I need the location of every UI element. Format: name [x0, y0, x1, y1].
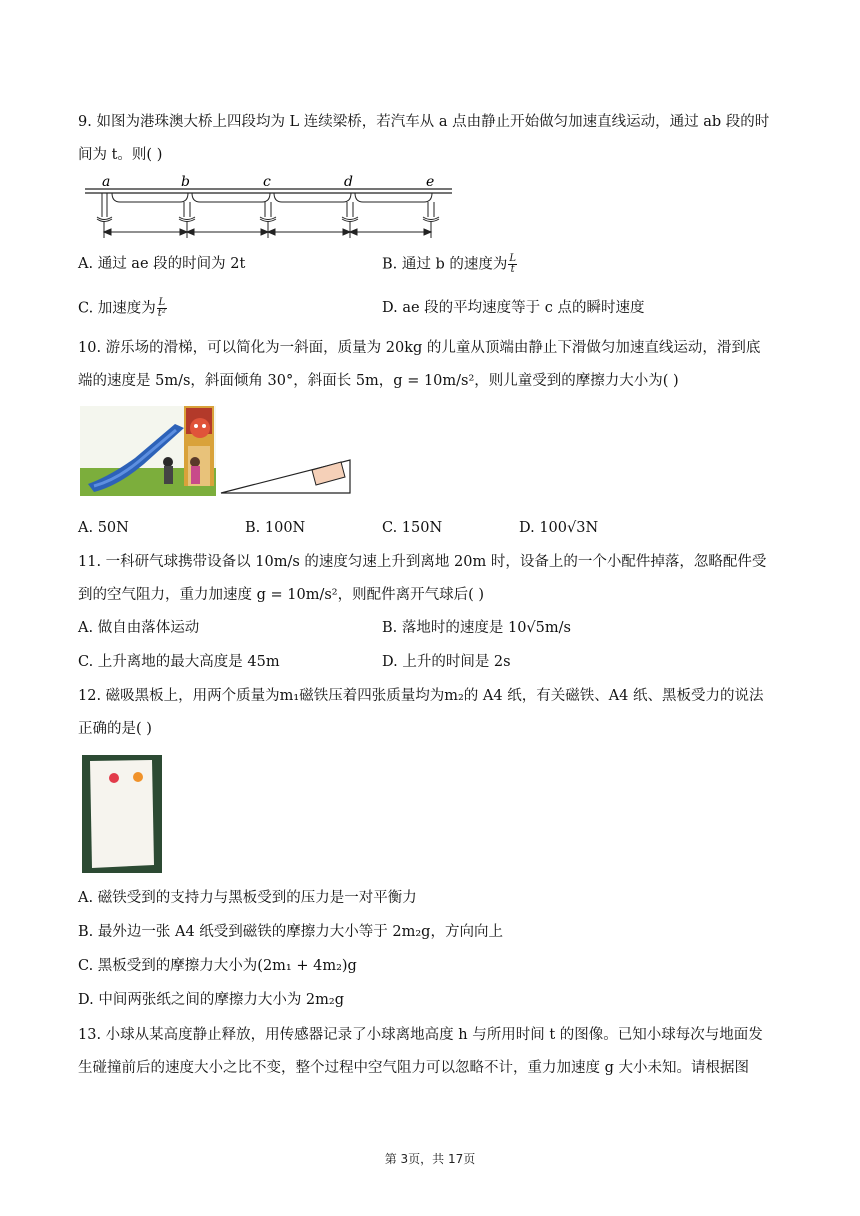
- q11-option-d: D. 上升的时间是 2s: [382, 654, 511, 670]
- q11-stem-line1: 11. 一科研气球携带设备以 10m/s 的速度匀速上升到离地 20m 时，设备上的一个小配件掉落，忽略配件受: [78, 554, 767, 570]
- q12-option-b: B. 最外边一张 A4 纸受到磁铁的摩擦力大小等于 2m₂g，方向向上: [78, 924, 503, 940]
- playground-slide-photo: [80, 406, 216, 496]
- q9-option-b-text: B. 通过 b 的速度为: [382, 256, 508, 273]
- bridge-point-a: a: [102, 174, 111, 190]
- q11-option-c: C. 上升离地的最大高度是 45m: [78, 654, 280, 670]
- q11-option-b: B. 落地时的速度是 10√5m/s: [382, 620, 571, 636]
- q9-option-c: [78, 298, 167, 319]
- q10-stem-line2: 端的速度是 5m/s，斜面倾角 30°，斜面长 5m，g = 10m/s²，则儿童受到的摩擦力大小为( ): [78, 373, 679, 389]
- q12-stem-line1: 12. 磁吸黑板上，用两个质量为m₁磁铁压着四张质量均为m₂的 A4 纸，有关磁铁、A4 纸、黑板受力的说法: [78, 688, 764, 704]
- incline-block-diagram: [218, 446, 354, 496]
- q12-option-d: D. 中间两张纸之间的摩擦力大小为 2m₂g: [78, 992, 345, 1008]
- page-footer: 第 3页，共 17页: [384, 1152, 476, 1166]
- bridge-diagram: [80, 172, 455, 242]
- q13-stem-line2: 生碰撞前后的速度大小之比不变，整个过程中空气阻力可以忽略不计，重力加速度 g 大小未知。请根据图: [78, 1060, 749, 1076]
- bridge-point-b: b: [181, 174, 190, 190]
- magnetic-blackboard-photo: [82, 755, 162, 873]
- q10-option-c: C. 150N: [382, 520, 443, 536]
- q9-option-a: A. 通过 ae 段的时间为 2t: [78, 256, 246, 272]
- q9-option-c-numerator: L: [158, 297, 166, 308]
- q11-stem-line2: 到的空气阻力，重力加速度 g = 10m/s²，则配件离开气球后( ): [78, 587, 485, 603]
- q12-option-c: C. 黑板受到的摩擦力大小为(2m₁ + 4m₂)g: [78, 958, 357, 974]
- q9-option-c-denominator: t²: [157, 308, 166, 319]
- q9-option-c-text: C. 加速度为: [78, 300, 156, 317]
- q10-option-d: D. 100√3N: [519, 520, 599, 536]
- bridge-point-c: c: [263, 174, 271, 190]
- q10-stem-line1: 10. 游乐场的滑梯，可以简化为一斜面，质量为 20kg 的儿童从顶端由静止下滑做匀加速直线运动，滑到底: [78, 340, 761, 356]
- q9-option-b-denominator: t: [510, 264, 515, 275]
- q9-stem-line2: 间为 t。则( ): [78, 147, 163, 163]
- q10-option-a: A. 50N: [78, 520, 129, 536]
- q11-option-a: A. 做自由落体运动: [78, 620, 200, 636]
- q12-option-a: A. 磁铁受到的支持力与黑板受到的压力是一对平衡力: [78, 890, 417, 906]
- q9-stem-line1: 9. 如图为港珠澳大桥上四段均为 L 连续梁桥，若汽车从 a 点由静止开始做匀加速直线运动，通过 ab 段的时: [78, 114, 770, 130]
- q9-option-b-numerator: L: [509, 253, 517, 264]
- q9-option-b: [382, 254, 517, 275]
- q13-stem-line1: 13. 小球从某高度静止释放，用传感器记录了小球离地高度 h 与所用时间 t 的图像。已知小球每次与地面发: [78, 1027, 763, 1043]
- q9-option-b-fraction: [508, 254, 517, 275]
- q9-option-c-fraction: [157, 298, 167, 319]
- bridge-point-d: d: [344, 174, 353, 190]
- q10-option-b: B. 100N: [245, 520, 306, 536]
- bridge-point-e: e: [426, 174, 435, 190]
- q9-option-d: D. ae 段的平均速度等于 c 点的瞬时速度: [382, 300, 645, 316]
- q12-stem-line2: 正确的是( ): [78, 721, 152, 737]
